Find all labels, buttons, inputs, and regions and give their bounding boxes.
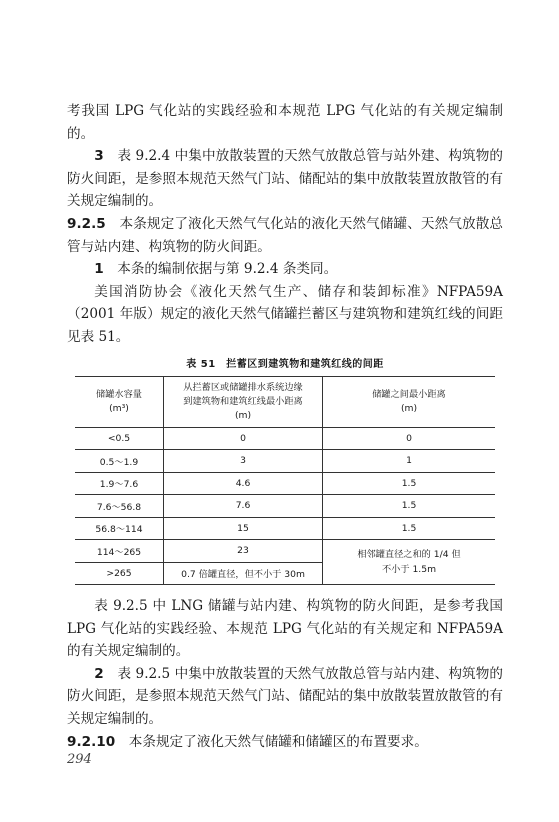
cell-between: 1.5 [323,472,496,495]
item-number: 3 [94,148,104,165]
paragraph-item-3 [67,145,503,213]
cell-distance: 15 [164,517,323,540]
item-number: 1 [94,261,104,278]
paragraph-item-2 [67,663,503,731]
cell-capacity: 56.8～114 [75,517,164,540]
cell-capacity: 7.6～56.8 [75,495,164,518]
header-capacity: 储罐水容量 (m³) [75,376,164,427]
header-between-tanks: 储罐之间最小距离 (m) [323,376,496,427]
cell-between: 1.5 [323,517,496,540]
cell-capacity: <0.5 [75,427,164,450]
cell-capacity: 114～265 [75,540,164,563]
document-page [67,100,503,753]
table-row [75,427,495,450]
cell-between-merged: 相邻罐直径之和的 1/4 但 不小于 1.5m [323,540,496,585]
table-header-row [75,376,495,427]
header-min-distance: 从拦蓄区或储罐排水系统边缘 到建筑物和建筑红线最小距离 (m) [164,376,323,427]
section-text: 本条规定了液化天然气气化站的液化天然气储罐、天然气放散总管与站内建、构筑物的防火间距。 [67,215,504,255]
section-number: 9.2.5 [67,215,106,232]
cell-distance: 7.6 [164,495,323,518]
cell-distance: 4.6 [164,472,323,495]
cell-capacity: >265 [75,562,164,585]
cell-between: 1.5 [323,495,496,518]
paragraph-item-1 [67,258,503,281]
table-row [75,517,495,540]
section-9-2-10 [67,731,503,754]
cell-distance: 0.7 倍罐直径，但不小于 30m [164,562,323,585]
item-text: 本条的编制依据与第 9.2.4 条类同。 [117,261,338,278]
paragraph-continued: 考我国 LPG 气化站的实践经验和本规范 LPG 气化站的有关规定编制的。 [67,103,503,142]
cell-distance: 3 [164,450,323,473]
cell-distance: 23 [164,540,323,563]
table-row [75,472,495,495]
section-9-2-5 [67,213,503,258]
cell-capacity: 0.5～1.9 [75,450,164,473]
table-row [75,495,495,518]
section-text: 本条规定了液化天然气储罐和储罐区的布置要求。 [128,733,428,750]
item-text: 表 9.2.4 中集中放散装置的天然气放散总管与站外建、构筑物的防火间距，是参照本规范天然气门站、储配站的集中放散装置放散管的有关规定编制的。 [67,148,504,210]
table-row [75,450,495,473]
section-number: 9.2.10 [67,733,116,750]
table-row [75,540,495,563]
table-caption: 表 51 拦蓄区到建筑物和建筑红线的间距 [186,358,384,370]
cell-between: 1 [323,450,496,473]
cell-capacity: 1.9～7.6 [75,472,164,495]
paragraph-nfpa: 美国消防协会《液化天然气生产、储存和装卸标准》NFPA59A（2001 年版）规定的液化天然气储罐拦蓄区与建筑物和建筑红线的间距见表 51。 [67,283,503,345]
item-text: 表 9.2.5 中集中放散装置的天然气放散总管与站内建、构筑物的防火间距，是参照本规范天然气门站、储配站的集中放散装置放散管的有关规定编制的。 [67,665,504,727]
paragraph-lng: 表 9.2.5 中 LNG 储罐与站内建、构筑物的防火间距，是参考我国 LPG 气化站的实践经验、本规范 LPG 气化站的有关规定和 NFPA59A 的有关规定编制的。 [67,598,503,660]
cell-distance: 0 [164,427,323,450]
item-number: 2 [94,665,104,682]
page-number: 294 [67,752,92,767]
cell-between: 0 [323,427,496,450]
distance-table [75,376,495,586]
